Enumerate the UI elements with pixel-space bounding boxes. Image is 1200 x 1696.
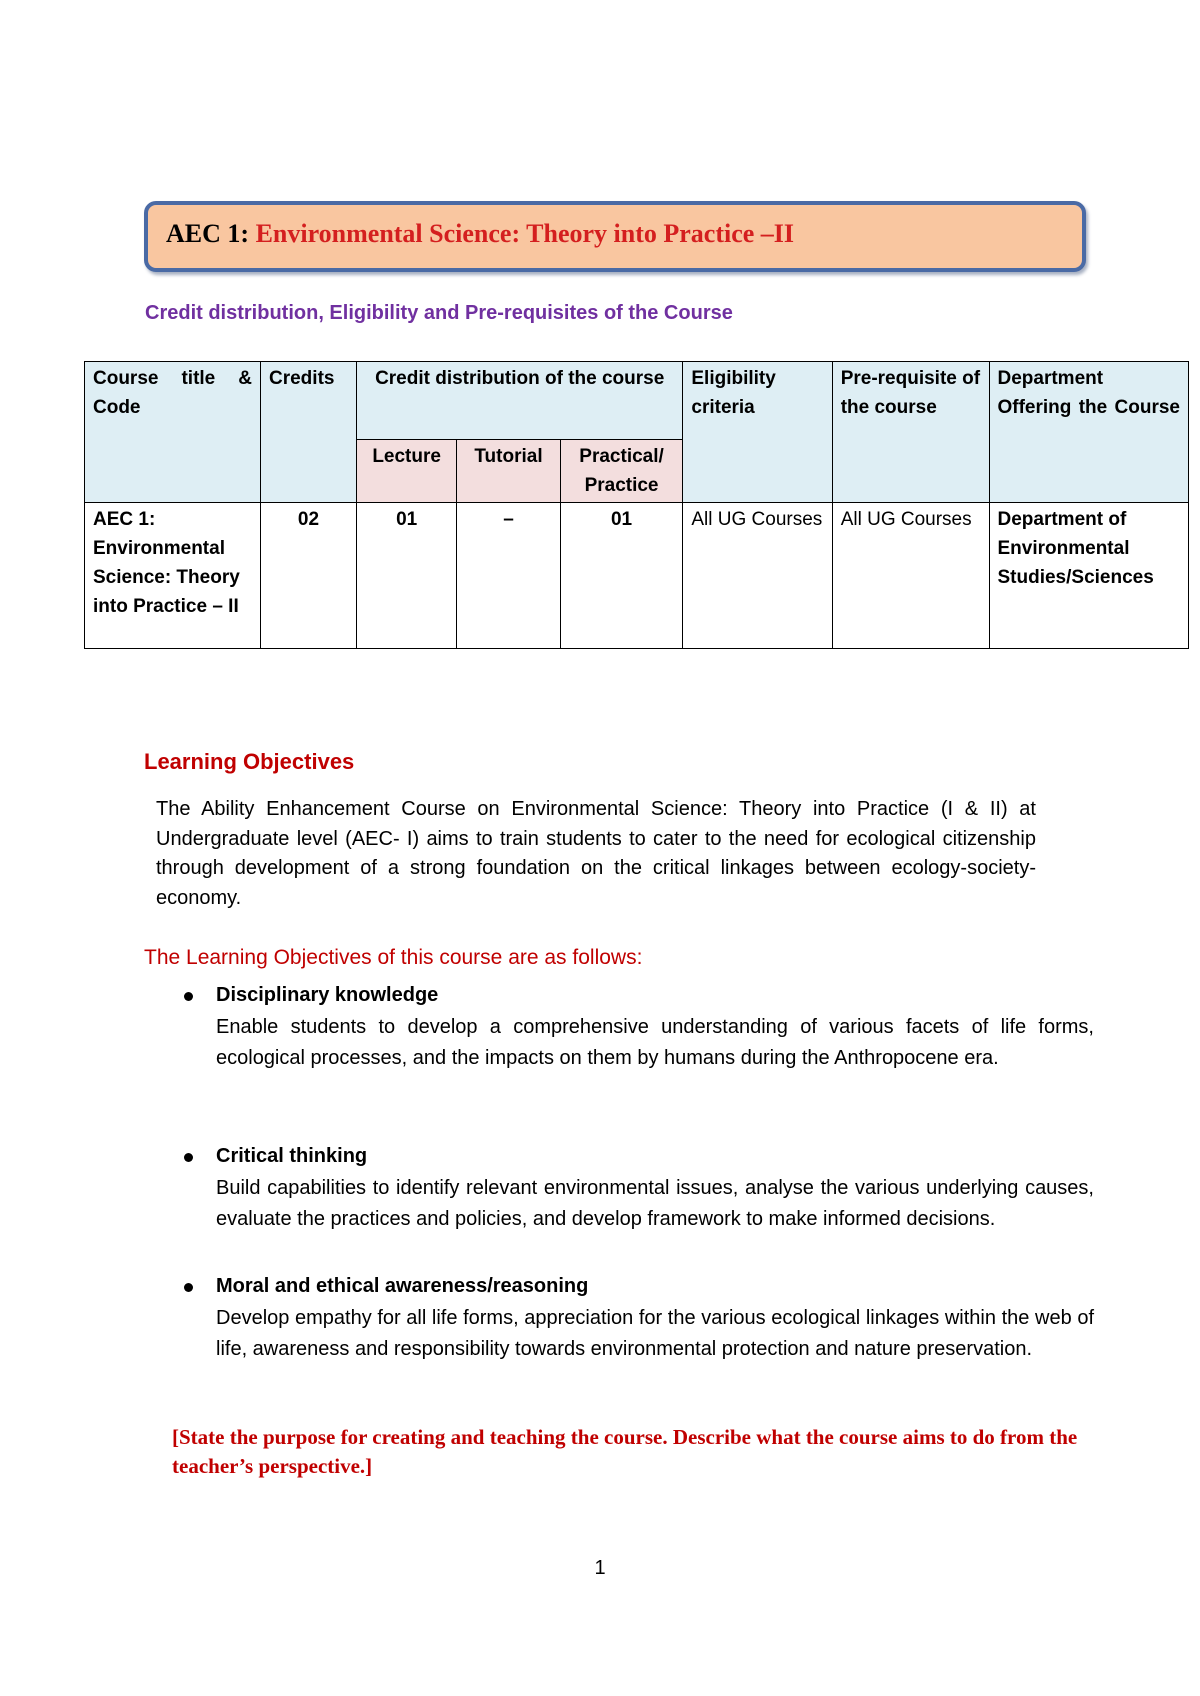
header-practical: Practical/ Practice [560, 440, 683, 503]
credit-distribution-heading: Credit distribution, Eligibility and Pre-requisites of the Course [145, 302, 733, 324]
course-title [166, 219, 794, 249]
objectives-list-intro: The Learning Objectives of this course are as follows: [144, 946, 643, 969]
cell-prerequisite: All UG Courses [832, 503, 989, 649]
cell-eligibility: All UG Courses [683, 503, 832, 649]
header-prerequisite: Pre-requisite of the course [832, 362, 989, 503]
header-lecture: Lecture [357, 440, 457, 503]
list-item [216, 980, 1094, 1075]
credit-distribution-table [84, 361, 1189, 649]
bullet-icon [184, 1283, 193, 1292]
cell-tutorial: – [457, 503, 560, 649]
learning-objectives-intro: The Ability Enhancement Course on Environmental Science: Theory into Practice (I & II) at Undergraduate level (AEC- I) aims to train students to cater to the need for ecological citizenship through development of a strong foundation on the critical linkages between ecology-society-economy. [156, 798, 1036, 909]
header-credit-distribution: Credit distribution of the course [357, 362, 683, 440]
cell-credits: 02 [261, 503, 357, 649]
objective-title: Critical thinking [216, 1145, 368, 1167]
objective-text: Enable students to develop a comprehensive understanding of various facets of life forms, ecological processes, and the impacts on them by humans during the Anthropocene era. [216, 1015, 1094, 1069]
objective-title: Disciplinary knowledge [216, 984, 439, 1006]
cell-course-title: AEC 1: Environmental Science: Theory into Practice – II [85, 503, 261, 649]
header-eligibility: Eligibility criteria [683, 362, 832, 503]
table-header-row [85, 362, 1189, 440]
course-title-main: Environmental Science: Theory into Practice –II [255, 219, 795, 248]
course-title-prefix: AEC 1: [166, 219, 256, 248]
page-number: 1 [594, 1557, 606, 1579]
header-department: Department Offering the Course [989, 362, 1189, 503]
learning-objectives-heading: Learning Objectives [144, 749, 355, 774]
course-title-box [144, 201, 1086, 272]
list-item [216, 1141, 1094, 1236]
header-course-title: Course title & Code [85, 362, 261, 503]
bullet-icon [184, 992, 193, 1001]
cell-lecture: 01 [357, 503, 457, 649]
header-tutorial: Tutorial [457, 440, 560, 503]
objective-text: Develop empathy for all life forms, appreciation for the various ecological linkages within the web of life, awareness and responsibility towards environmental protection and nature preservation. [216, 1306, 1094, 1360]
instruction-note: [State the purpose for creating and teaching the course. Describe what the course aims to do from the teacher’s perspective.] [172, 1425, 1078, 1478]
bullet-icon [184, 1153, 193, 1162]
cell-department: Department of Environmental Studies/Sciences [989, 503, 1189, 649]
list-item [216, 1271, 1094, 1366]
objective-text: Build capabilities to identify relevant environmental issues, analyse the various underlying causes, evaluate the practices and policies, and develop framework to make informed decisions. [216, 1176, 1094, 1230]
header-credits: Credits [261, 362, 357, 503]
cell-practical: 01 [560, 503, 683, 649]
table-row [85, 503, 1189, 649]
objective-title: Moral and ethical awareness/reasoning [216, 1275, 589, 1297]
